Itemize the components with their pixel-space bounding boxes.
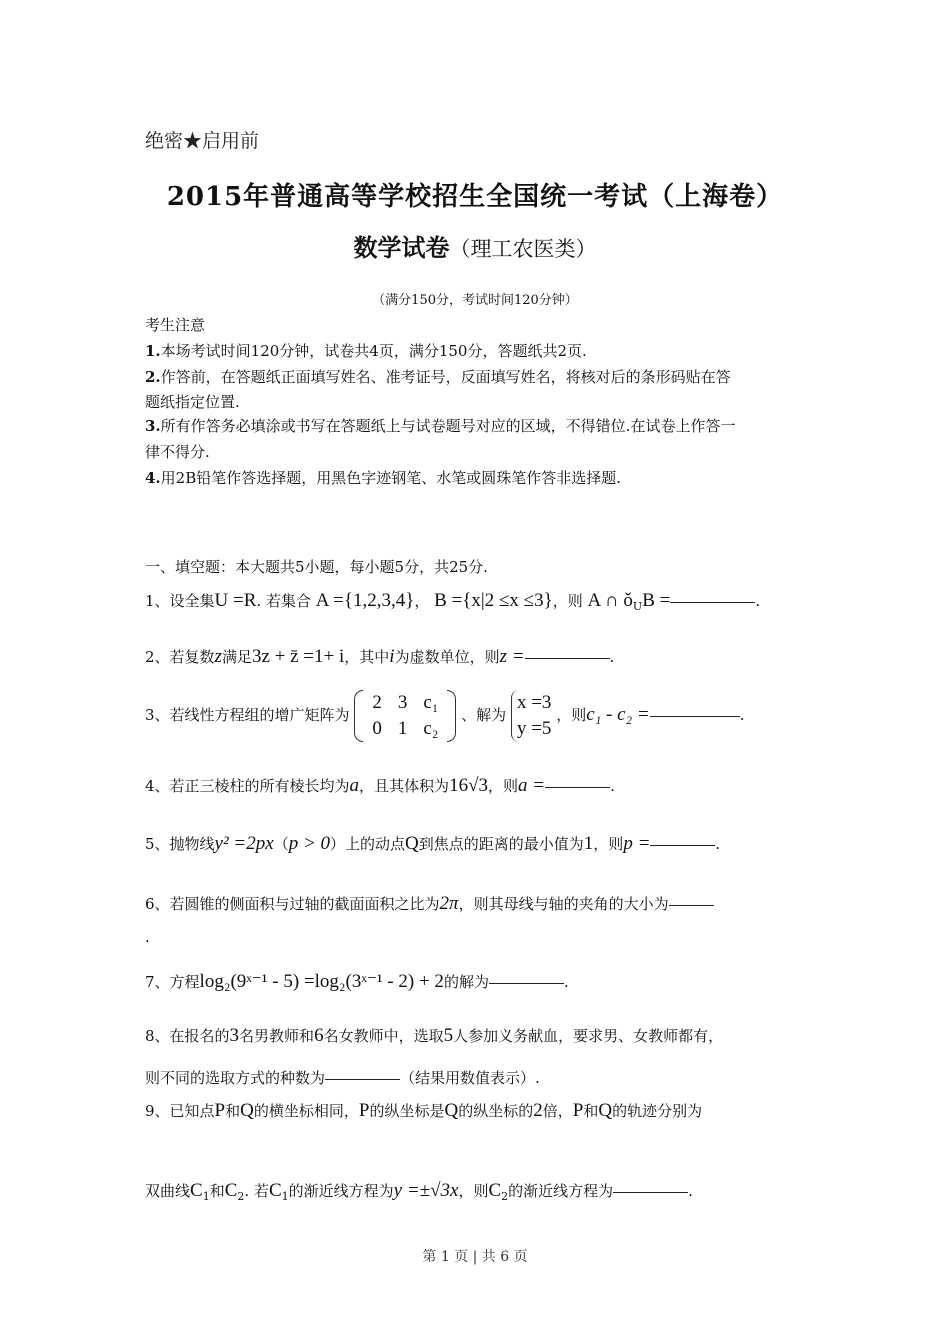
answer-blank-2[interactable] (525, 657, 610, 659)
augmented-matrix: 2 3 c₁ 0 1 c₂ (354, 690, 456, 742)
confidential-label: 绝密★启用前 (145, 130, 260, 152)
question-5: 5、抛物线y² =2px（p > 0）上的动点Q到焦点的距离的最小值为1，则p = . (145, 833, 721, 854)
answer-blank-4[interactable] (545, 786, 610, 788)
exam-title: 2015年普通高等学校招生全国统一考试（上海卷） (166, 182, 784, 212)
answer-blank-8[interactable] (325, 1078, 400, 1080)
notice-item-2: 2.作答前，在答题纸正面填写姓名、准考证号，反面填写姓名，将核对后的条形码贴在答 (145, 368, 731, 386)
page-footer: 第 1 页 | 共 6 页 (422, 1249, 528, 1265)
question-6: 6、若圆锥的侧面积与过轴的截面面积之比为2π，则其母线与轴的夹角的大小为 (145, 893, 714, 915)
question-9: 9、已知点P和Q的横坐标相同，P的纵坐标是Q的纵坐标的2倍，P和Q的轨迹分别为 (145, 1100, 703, 1121)
question-8-line-2: 则不同的选取方式的种数为 （结果用数值表示）. (145, 1069, 540, 1087)
question-9-line-2: 双曲线$C_1$和$C_2$. 若$C_1$的渐近线方程为y =±√3x，则$C_2$的渐近线方程为 . (145, 1180, 693, 1203)
answer-blank-1[interactable] (670, 601, 755, 603)
notice-item-3: 3.所有作答务必填涂或书写在答题纸上与试卷题号对应的区域，不得错位.在试卷上作答一 (145, 417, 736, 435)
answer-blank-5[interactable] (650, 844, 715, 846)
question-7: 7、方程log₂(9ˣ⁻¹ - 5) =log₂(3ˣ⁻¹ - 2) + 2的解为 . (145, 971, 569, 992)
question-2: 2、若复数z满足3z + z̄ =1+ i，其中i为虚数单位，则z = . (145, 646, 615, 667)
answer-blank-3[interactable] (650, 715, 740, 717)
exam-meta: （满分150分，考试时间120分钟） (372, 293, 578, 308)
notice-item-1: 1.本场考试时间120分钟，试卷共4页，满分150分，答题纸共2页. (145, 342, 587, 360)
answer-blank-9[interactable] (613, 1191, 688, 1193)
question-8: 8、在报名的3名男教师和6名女教师中，选取5人参加义务献血，要求男、女教师都有， (145, 1025, 724, 1046)
answer-blank-7[interactable] (489, 982, 564, 984)
question-4: 4、若正三棱柱的所有棱长均为a，且其体积为16√3，则a = . (145, 775, 615, 796)
question-1: 1、设全集U =R. 若集合 A ={1,2,3,4}， B ={x|2 ≤x ≤3}，则 A ∩ $ǒ_UB$ = . (145, 590, 761, 613)
subtitle-bold: 数学试卷 (353, 233, 450, 262)
answer-blank-6[interactable] (669, 904, 714, 906)
question-3: 3、若线性方程组的增广矩阵为 2 3 c₁ 0 1 c₂ 、解为 x =3 y =5 ，则c₁ - c₂ = . (145, 690, 745, 742)
notice-item-4: 4.用2B铅笔作答选择题，用黑色字迹钢笔、水笔或圆珠笔作答非选择题. (145, 469, 622, 487)
exam-subtitle (0, 228, 950, 263)
notice-item-3-cont: 律不得分. (145, 443, 210, 461)
section-heading: 一、填空题：本大题共5小题，每小题5分，共25分. (145, 558, 488, 576)
notice-heading: 考生注意 (145, 316, 206, 334)
subtitle-category: （理工农医类） (449, 237, 597, 261)
question-6-end: . (145, 928, 150, 946)
notice-item-2-cont: 题纸指定位置. (145, 393, 240, 411)
solution-system: x =3 y =5 (511, 690, 551, 742)
